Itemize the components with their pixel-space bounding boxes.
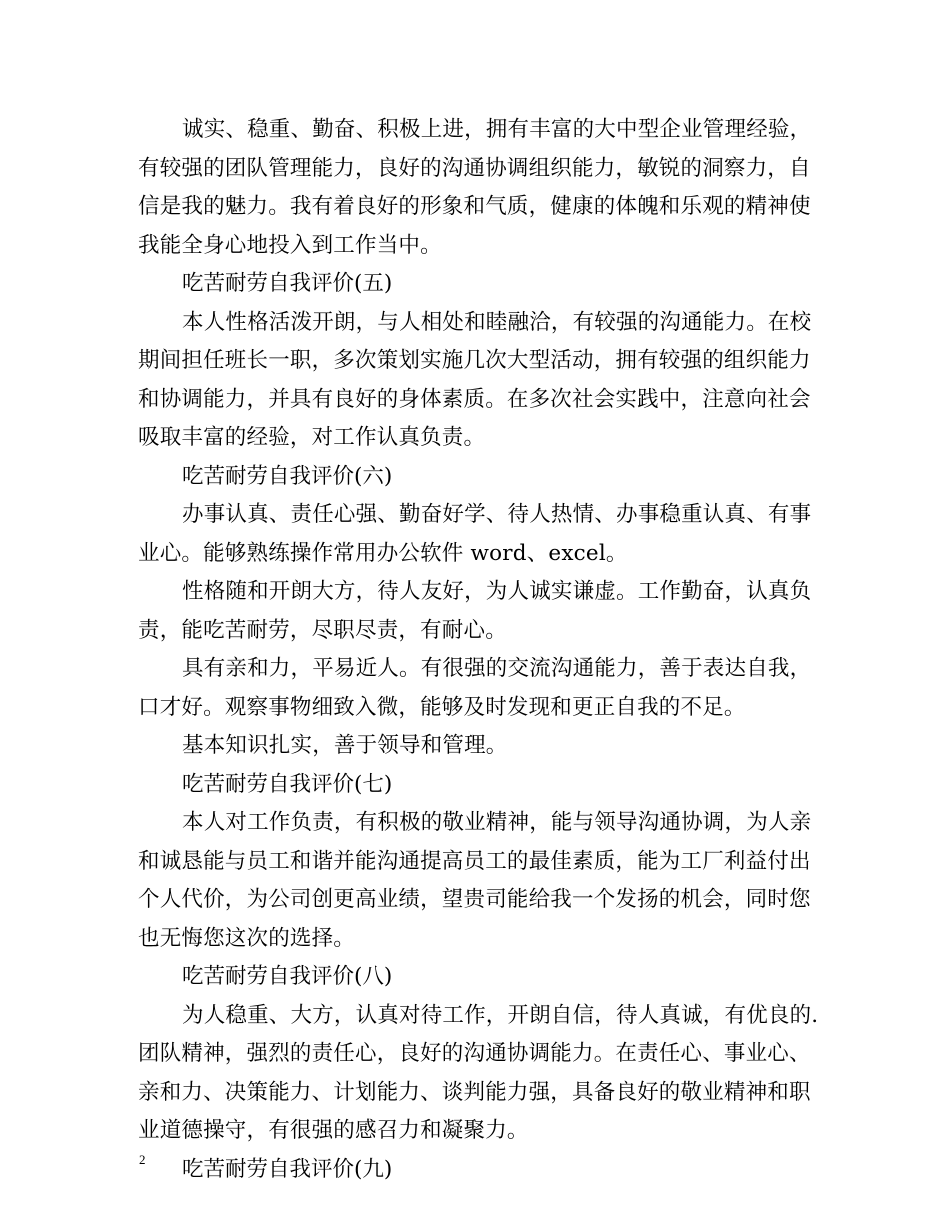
paragraph bbox=[138, 650, 818, 727]
paragraph-line: 期间担任班长一职，多次策划实施几次大型活动，拥有较强的组织能力 bbox=[138, 348, 811, 373]
paragraph-line: 诚实、稳重、勤奋、积极上进，拥有丰富的大中型企业管理经验， bbox=[182, 117, 812, 142]
paragraph-line: 本人对工作负责，有积极的敬业精神，能与领导沟通协调，为人亲 bbox=[182, 810, 812, 835]
document-body bbox=[138, 111, 818, 1189]
section-heading: 吃苦耐劳自我评价(六) bbox=[182, 463, 393, 489]
paragraph-line: 个人代价，为公司创更高业绩，望贵司能给我一个发扬的机会，同时您 bbox=[138, 887, 811, 912]
paragraph-line: 亲和力、决策能力、计划能力、谈判能力强，具备良好的敬业精神和职 bbox=[138, 1079, 811, 1105]
paragraph-line: 办事认真、责任心强、勤奋好学、待人热情、办事稳重认真、有事 bbox=[182, 502, 812, 527]
paragraph bbox=[138, 573, 818, 650]
paragraph bbox=[138, 304, 818, 458]
paragraph-line: 具有亲和力，平易近人。有很强的交流沟通能力，善于表达自我， bbox=[182, 656, 812, 681]
section-heading: 吃苦耐劳自我评价(九) bbox=[182, 1156, 393, 1182]
paragraph-line: 我能全身心地投入到工作当中。 bbox=[138, 232, 442, 258]
section-heading: 吃苦耐劳自我评价(八) bbox=[182, 964, 393, 989]
paragraph-line: 为人稳重、大方，认真对待工作，开朗自信，待人真诚，有优良的. bbox=[182, 1002, 819, 1028]
paragraph-line: 有较强的团队管理能力，良好的沟通协调组织能力，敏锐的洞察力，自 bbox=[138, 155, 811, 181]
paragraph bbox=[138, 727, 818, 766]
section-heading: 吃苦耐劳自我评价(七) bbox=[182, 771, 393, 797]
page-number: 2 bbox=[139, 1152, 146, 1167]
paragraph-line: 口才好。观察事物细致入微，能够及时发现和更正自我的不足。 bbox=[138, 694, 746, 720]
paragraph-line: 基本知识扎实，善于领导和管理。 bbox=[182, 733, 508, 758]
section-heading: 吃苦耐劳自我评价(五) bbox=[182, 271, 393, 296]
paragraph-line: 和协调能力，并具有良好的身体素质。在多次社会实践中，注意向社会 bbox=[138, 386, 811, 412]
paragraph-line: 业道德操守，有很强的感召力和凝聚力。 bbox=[138, 1118, 529, 1143]
paragraph bbox=[138, 111, 818, 265]
paragraph-line: 责，能吃苦耐劳，尽职尽责，有耐心。 bbox=[138, 617, 507, 643]
paragraph bbox=[138, 496, 818, 573]
paragraph-line: 信是我的魅力。我有着良好的形象和气质，健康的体魄和乐观的精神使 bbox=[138, 194, 811, 219]
paragraph-line: 业心。能够熟练操作常用办公软件 word、excel。 bbox=[138, 540, 628, 566]
paragraph-line: 也无悔您这次的选择。 bbox=[138, 925, 356, 951]
paragraph bbox=[138, 804, 818, 958]
paragraph-line: 本人性格活泼开朗，与人相处和睦融洽，有较强的沟通能力。在校 bbox=[182, 309, 812, 335]
paragraph bbox=[138, 997, 818, 1151]
paragraph-line: 性格随和开朗大方，待人友好，为人诚实谦虚。工作勤奋，认真负 bbox=[182, 579, 812, 604]
paragraph-line: 团队精神，强烈的责任心，良好的沟通协调能力。在责任心、事业心、 bbox=[138, 1041, 811, 1066]
paragraph-line: 吸取丰富的经验，对工作认真负责。 bbox=[138, 425, 486, 450]
paragraph-line: 和诚恳能与员工和谐并能沟通提高员工的最佳素质，能为工厂利益付出 bbox=[138, 848, 811, 874]
